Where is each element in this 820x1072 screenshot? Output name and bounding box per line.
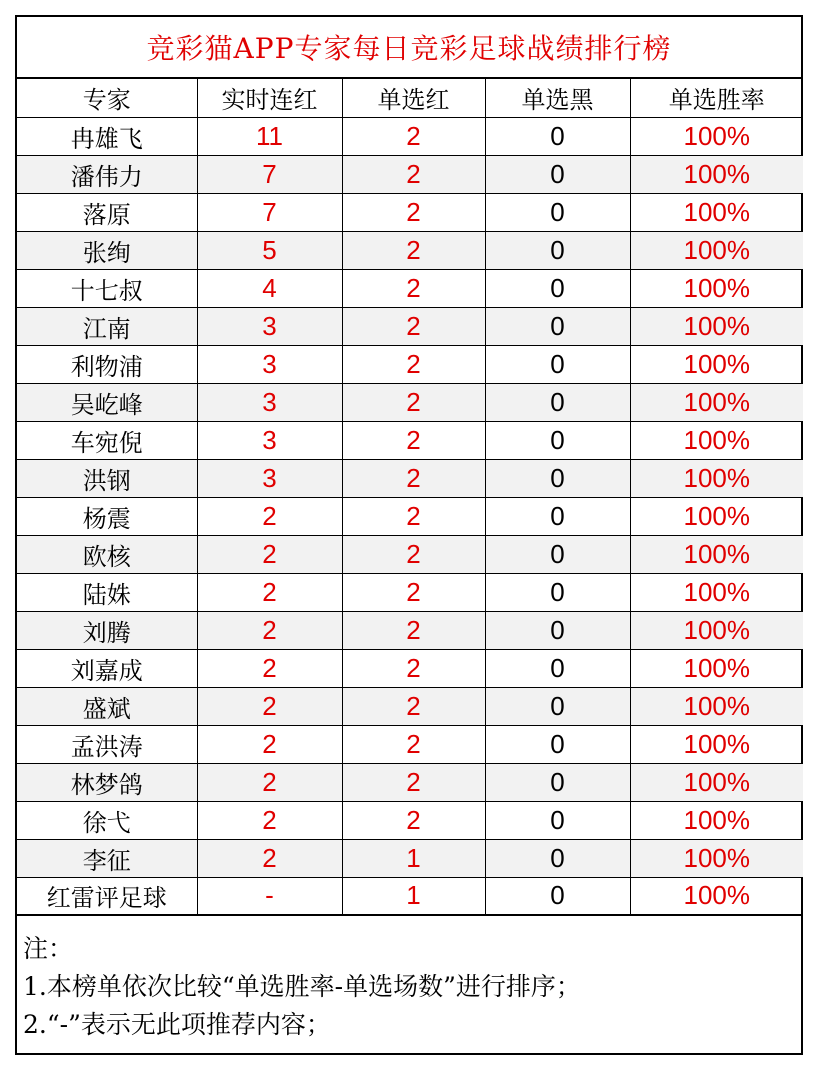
- header-single-black: 单选黑: [485, 79, 630, 117]
- expert-name-cell: 潘伟力: [17, 155, 197, 193]
- single-red-cell: 2: [342, 497, 485, 535]
- table-row: [17, 497, 803, 535]
- table-row: [17, 725, 803, 763]
- single-black-cell: 0: [485, 611, 630, 649]
- single-black-cell: 0: [485, 535, 630, 573]
- streak-cell: 2: [197, 839, 342, 877]
- win-rate-cell: 100%: [630, 117, 803, 155]
- table-row: [17, 649, 803, 687]
- notes-heading: 注：: [23, 934, 74, 963]
- single-red-cell: 2: [342, 421, 485, 459]
- expert-name-cell: 红雷评足球: [17, 877, 197, 915]
- expert-name-cell: 欧核: [17, 535, 197, 573]
- note-line: 2.“-”表示无此项推荐内容；: [23, 1010, 331, 1039]
- single-red-cell: 2: [342, 459, 485, 497]
- streak-cell: 2: [197, 763, 342, 801]
- win-rate-cell: 100%: [630, 421, 803, 459]
- win-rate-cell: 100%: [630, 345, 803, 383]
- single-red-cell: 1: [342, 877, 485, 915]
- single-black-cell: 0: [485, 307, 630, 345]
- table-row: [17, 573, 803, 611]
- expert-name-cell: 车宛倪: [17, 421, 197, 459]
- win-rate-cell: 100%: [630, 193, 803, 231]
- note-line: 1.本榜单依次比较“单选胜率-单选场数”进行排序；: [23, 972, 581, 1001]
- single-red-cell: 2: [342, 725, 485, 763]
- single-black-cell: 0: [485, 155, 630, 193]
- expert-name-cell: 吴屹峰: [17, 383, 197, 421]
- expert-name-cell: 杨震: [17, 497, 197, 535]
- streak-cell: 3: [197, 345, 342, 383]
- win-rate-cell: 100%: [630, 611, 803, 649]
- streak-cell: 2: [197, 611, 342, 649]
- single-red-cell: 2: [342, 345, 485, 383]
- streak-cell: 2: [197, 573, 342, 611]
- ranking-table: [17, 79, 803, 916]
- expert-name-cell: 孟洪涛: [17, 725, 197, 763]
- win-rate-cell: 100%: [630, 307, 803, 345]
- streak-cell: 3: [197, 421, 342, 459]
- streak-cell: 11: [197, 117, 342, 155]
- streak-cell: 7: [197, 193, 342, 231]
- single-red-cell: 2: [342, 535, 485, 573]
- header-expert: 专家: [17, 79, 197, 117]
- win-rate-cell: 100%: [630, 535, 803, 573]
- streak-cell: 2: [197, 687, 342, 725]
- single-black-cell: 0: [485, 421, 630, 459]
- single-red-cell: 2: [342, 269, 485, 307]
- expert-name-cell: 盛斌: [17, 687, 197, 725]
- win-rate-cell: 100%: [630, 269, 803, 307]
- win-rate-cell: 100%: [630, 839, 803, 877]
- single-black-cell: 0: [485, 877, 630, 915]
- expert-name-cell: 张绚: [17, 231, 197, 269]
- table-row: [17, 877, 803, 915]
- single-black-cell: 0: [485, 345, 630, 383]
- win-rate-cell: 100%: [630, 877, 803, 915]
- single-red-cell: 2: [342, 649, 485, 687]
- expert-name-cell: 冉雄飞: [17, 117, 197, 155]
- header-single-red: 单选红: [342, 79, 485, 117]
- table-row: [17, 687, 803, 725]
- expert-name-cell: 刘腾: [17, 611, 197, 649]
- single-black-cell: 0: [485, 269, 630, 307]
- streak-cell: 3: [197, 459, 342, 497]
- single-black-cell: 0: [485, 839, 630, 877]
- expert-name-cell: 十七叔: [17, 269, 197, 307]
- header-streak: 实时连红: [197, 79, 342, 117]
- streak-cell: 2: [197, 801, 342, 839]
- single-red-cell: 2: [342, 117, 485, 155]
- table-row: [17, 801, 803, 839]
- single-black-cell: 0: [485, 193, 630, 231]
- table-row: [17, 155, 803, 193]
- table-row: [17, 193, 803, 231]
- single-black-cell: 0: [485, 573, 630, 611]
- single-red-cell: 2: [342, 193, 485, 231]
- table-row: [17, 421, 803, 459]
- single-black-cell: 0: [485, 497, 630, 535]
- win-rate-cell: 100%: [630, 801, 803, 839]
- table-row: [17, 459, 803, 497]
- streak-cell: 2: [197, 725, 342, 763]
- notes: [17, 916, 801, 1044]
- expert-name-cell: 陆姝: [17, 573, 197, 611]
- single-black-cell: 0: [485, 801, 630, 839]
- win-rate-cell: 100%: [630, 231, 803, 269]
- single-red-cell: 2: [342, 307, 485, 345]
- expert-name-cell: 徐弋: [17, 801, 197, 839]
- table-header-row: [17, 79, 803, 117]
- single-black-cell: 0: [485, 459, 630, 497]
- header-win-rate: 单选胜率: [630, 79, 803, 117]
- single-red-cell: 2: [342, 611, 485, 649]
- win-rate-cell: 100%: [630, 459, 803, 497]
- win-rate-cell: 100%: [630, 573, 803, 611]
- win-rate-cell: 100%: [630, 497, 803, 535]
- table-row: [17, 269, 803, 307]
- expert-name-cell: 江南: [17, 307, 197, 345]
- single-black-cell: 0: [485, 687, 630, 725]
- table-row: [17, 231, 803, 269]
- table-row: [17, 611, 803, 649]
- win-rate-cell: 100%: [630, 763, 803, 801]
- single-black-cell: 0: [485, 383, 630, 421]
- expert-name-cell: 利物浦: [17, 345, 197, 383]
- ranking-sheet: [15, 15, 803, 1055]
- win-rate-cell: 100%: [630, 687, 803, 725]
- expert-name-cell: 李征: [17, 839, 197, 877]
- single-red-cell: 2: [342, 155, 485, 193]
- streak-cell: 2: [197, 497, 342, 535]
- single-red-cell: 1: [342, 839, 485, 877]
- single-red-cell: 2: [342, 763, 485, 801]
- table-row: [17, 117, 803, 155]
- streak-cell: 5: [197, 231, 342, 269]
- streak-cell: 2: [197, 649, 342, 687]
- single-red-cell: 2: [342, 801, 485, 839]
- streak-cell: -: [197, 877, 342, 915]
- page-title: 竞彩猫APP专家每日竞彩足球战绩排行榜: [17, 17, 801, 79]
- single-black-cell: 0: [485, 725, 630, 763]
- win-rate-cell: 100%: [630, 383, 803, 421]
- streak-cell: 3: [197, 383, 342, 421]
- single-black-cell: 0: [485, 649, 630, 687]
- streak-cell: 4: [197, 269, 342, 307]
- single-red-cell: 2: [342, 383, 485, 421]
- expert-name-cell: 刘嘉成: [17, 649, 197, 687]
- expert-name-cell: 落原: [17, 193, 197, 231]
- expert-name-cell: 林梦鸽: [17, 763, 197, 801]
- table-row: [17, 307, 803, 345]
- streak-cell: 3: [197, 307, 342, 345]
- expert-name-cell: 洪钢: [17, 459, 197, 497]
- table-row: [17, 345, 803, 383]
- streak-cell: 2: [197, 535, 342, 573]
- table-row: [17, 839, 803, 877]
- win-rate-cell: 100%: [630, 725, 803, 763]
- single-red-cell: 2: [342, 573, 485, 611]
- table-row: [17, 535, 803, 573]
- table-row: [17, 763, 803, 801]
- table-row: [17, 383, 803, 421]
- single-black-cell: 0: [485, 763, 630, 801]
- win-rate-cell: 100%: [630, 155, 803, 193]
- single-black-cell: 0: [485, 117, 630, 155]
- single-red-cell: 2: [342, 231, 485, 269]
- streak-cell: 7: [197, 155, 342, 193]
- single-red-cell: 2: [342, 687, 485, 725]
- win-rate-cell: 100%: [630, 649, 803, 687]
- single-black-cell: 0: [485, 231, 630, 269]
